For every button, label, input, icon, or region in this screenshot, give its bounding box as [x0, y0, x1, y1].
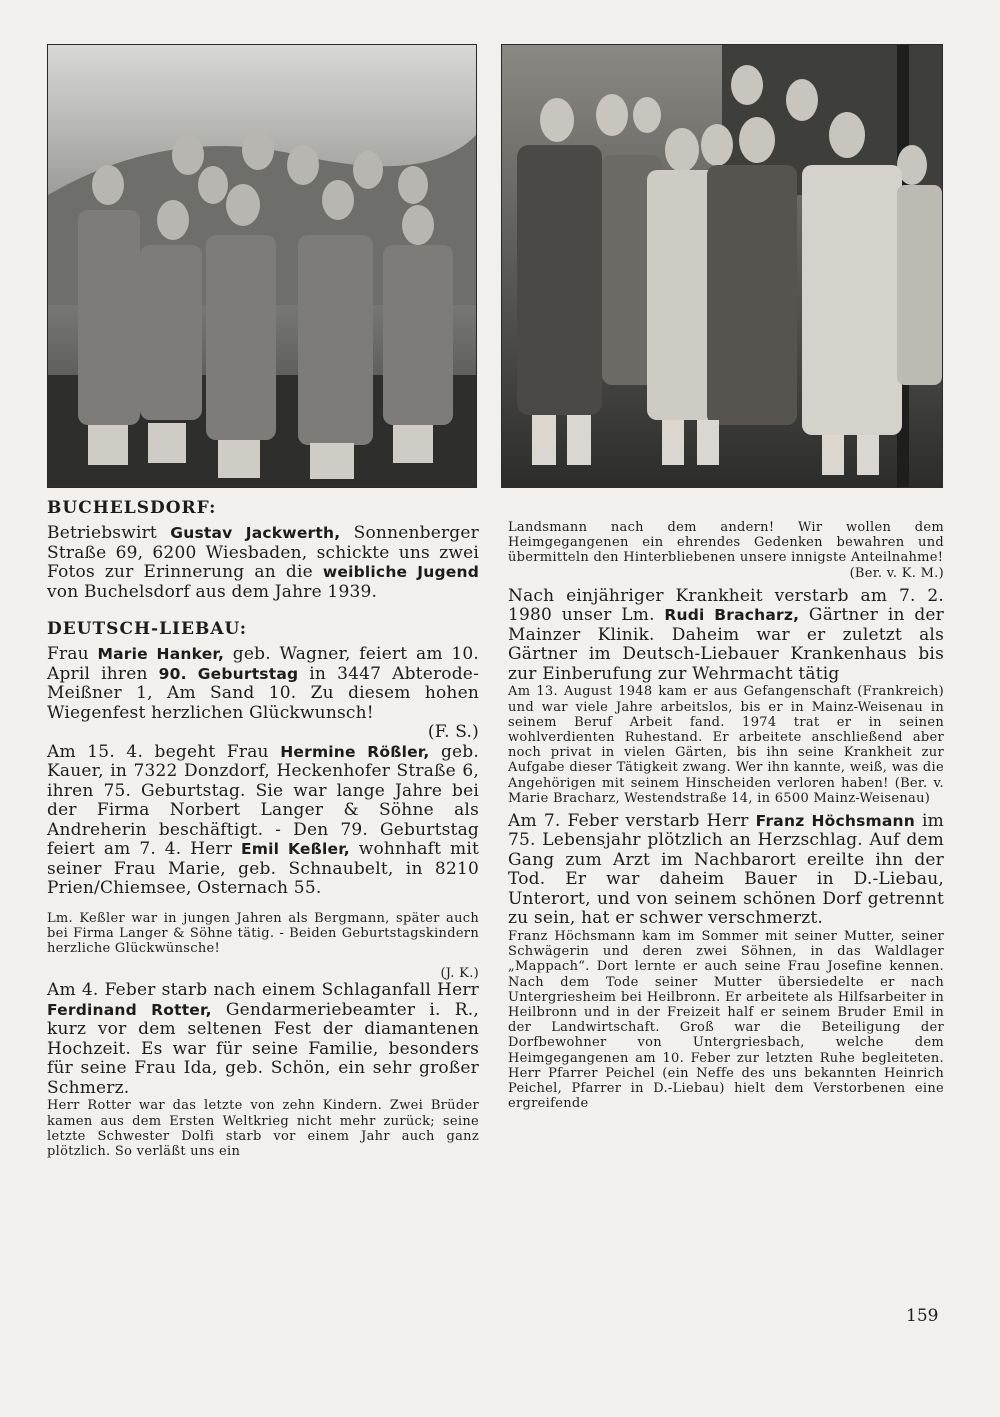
person-name: Franz Höchsmann [755, 811, 915, 830]
text-run: im 75. Lebensjahr plötzlich an Herzschlag. Auf dem Gang zum Arzt im Nachbarort ereilte ihn der Tod. Er war daheim Bauer in D.-Liebau, Unterort, und von seinem schönen Dorf getrennt zu sein, hat er schwer verschmerzt. [508, 810, 944, 929]
group-photo-left [47, 44, 477, 488]
hoechsmann-note-paragraph: Franz Höchsmann kam im Sommer mit seiner Mutter, seiner Schwägerin und deren zwei Söhnen, in das Waldlager „Mappach“. Dort lernte er auch seine Frau Josefine kennen. Nach dem Tode seiner Mutter übersiedelte er nach Untergriesheim bei Heilbronn. Er arbeitete als Hilfsarbeiter in Heilbronn und in der Freizeit half er seinem Bruder Emil in der Landwirtschaft. Groß war die Beteiligung der Dorfbewohner von Untergriesbach, welche dem Heimgegangenen am 10. Feber zur letzten Ruhe begleiteten. Herr Pfarrer Peichel (ein Neffe des uns bekannten Heinrich Peichel, Pfarrer in D.-Liebau) hielt dem Verstorbenen eine ergreifende [508, 928, 944, 1112]
text-run: Am 15. 4. begeht Frau [47, 741, 281, 762]
bracharz-note-paragraph: Am 13. August 1948 kam er aus Gefangenschaft (Frankreich) und war viele Jahre arbeitslos, bis er in Mainz-Weisenau in seinem Beruf Arbeit fand. 1974 trat er in seinen wohlverdienten Ruhestand. Er arbeitete anschließend aber noch privat in vielen Gärten, bis ihn seine Krankheit zur Aufgabe dieser Tätigkeit zwang. Wer ihn kannte, weiß, was die Angehörigen mit seinem Hinscheiden verloren haben! (Ber. v. Marie Bracharz, Westendstraße 14, in 6500 Mainz-Weisenau) [508, 684, 944, 806]
hoechsmann-paragraph [508, 812, 944, 929]
signature: (J. K.) [440, 966, 479, 982]
text-run: Gärtner in der Mainzer Klinik. Daheim war er zuletzt als Gärtner im Deutsch-Liebauer Krankenhaus bis zur Einberufung zur Wehrmacht tätig [508, 605, 944, 684]
signature: (Ber. v. K. M.) [849, 565, 944, 581]
left-column [47, 498, 479, 1159]
text-run: Frau [47, 644, 98, 664]
signature: (F. S.) [427, 722, 479, 742]
hanker-paragraph [47, 645, 479, 743]
text-run: wohnhaft mit seiner Frau Marie, geb. Schnaubelt, in 8210 Prien/Chiemsee, Osternach 55. [47, 839, 479, 898]
text-run: geb. Kauer, in 7322 Donzdorf, Heckenhofer Straße 6, ihren 75. Geburtstag. Sie war lange Jahre bei der Firma Norbert Langer & Söhne als Andreherin beschäftigt. - Den 79. Geburtstag feiert am 7. 4. Herr [47, 741, 479, 859]
kessler-note-paragraph [47, 911, 479, 982]
buchelsdorf-paragraph [47, 524, 479, 602]
roessler-kessler-paragraph [47, 743, 479, 899]
person-name: Marie Hanker, [97, 645, 225, 663]
rotter-paragraph [47, 981, 479, 1098]
text-run: von Buchelsdorf aus dem Jahre 1939. [47, 581, 378, 602]
text-run: Am 7. Feber verstarb Herr [508, 810, 756, 831]
section-heading-deutsch-liebau: DEUTSCH-LIEBAU: [47, 619, 248, 639]
emphasis: 90. Geburtstag [158, 664, 299, 683]
text-run: Sonnenberger Straße 69, 6200 Wiesbaden, schickte uns zwei Fotos zur Erinnerung an die [47, 523, 479, 582]
rotter-note-paragraph: Herr Rotter war das letzte von zehn Kindern. Zwei Brüder kamen aus dem Ersten Weltkrieg nicht mehr zurück; seine letzte Schwester Dolfi starb vor einem Jahr auch ganz plötzlich. So verläßt uns ein [47, 1098, 479, 1159]
landsmann-paragraph [508, 520, 944, 581]
text-run: in 3447 Abterode-Meißner 1, Am Sand 10. Zu diesem hohen Wiegenfest herzlichen Glückwunsch! [47, 663, 480, 723]
emphasis: weibliche Jugend [322, 563, 479, 581]
page-number: 159 [906, 1306, 939, 1326]
photo-right-image [502, 45, 942, 487]
person-name: Emil Keßler, [240, 840, 350, 858]
person-name: Gustav Jackwerth, [170, 524, 341, 542]
text-run: geb. Wagner, feiert am 10. April ihren [47, 644, 479, 684]
section-heading-buchelsdorf: BUCHELSDORF: [47, 498, 217, 518]
text-run: Nach einjähriger Krankheit verstarb am 7. 2. 1980 unser Lm. [508, 585, 944, 626]
right-column [508, 520, 944, 1111]
person-name: Ferdinand Rotter, [47, 1000, 212, 1019]
text-run: Lm. Keßler war in jungen Jahren als Bergmann, später auch bei Firma Langer & Söhne tätig. - Beiden Geburtstagskindern herzliche Glückwünsche! [47, 910, 479, 956]
bracharz-paragraph [508, 587, 944, 685]
text-run: Gendarmeriebeamter i. R., kurz vor dem seltenen Fest der diamantenen Hochzeit. Es war für seine Familie, besonders für seine Frau Ida, geb. Schön, ein sehr großer Schmerz. [47, 999, 479, 1098]
text-run: Am 4. Feber starb nach einem Schlaganfall Herr [47, 980, 479, 1001]
photo-left-image [48, 45, 476, 487]
person-name: Hermine Rößler, [280, 742, 430, 761]
person-name: Rudi Bracharz, [664, 606, 800, 625]
text-run: Landsmann nach dem andern! Wir wollen dem Heimgegangenen ein ehrendes Gedenken bewahren und übermitteln den Hinterbliebenen unsere innigste Anteilnahme! [508, 520, 944, 566]
text-run: Betriebswirt [47, 523, 171, 543]
group-photo-right [501, 44, 943, 488]
